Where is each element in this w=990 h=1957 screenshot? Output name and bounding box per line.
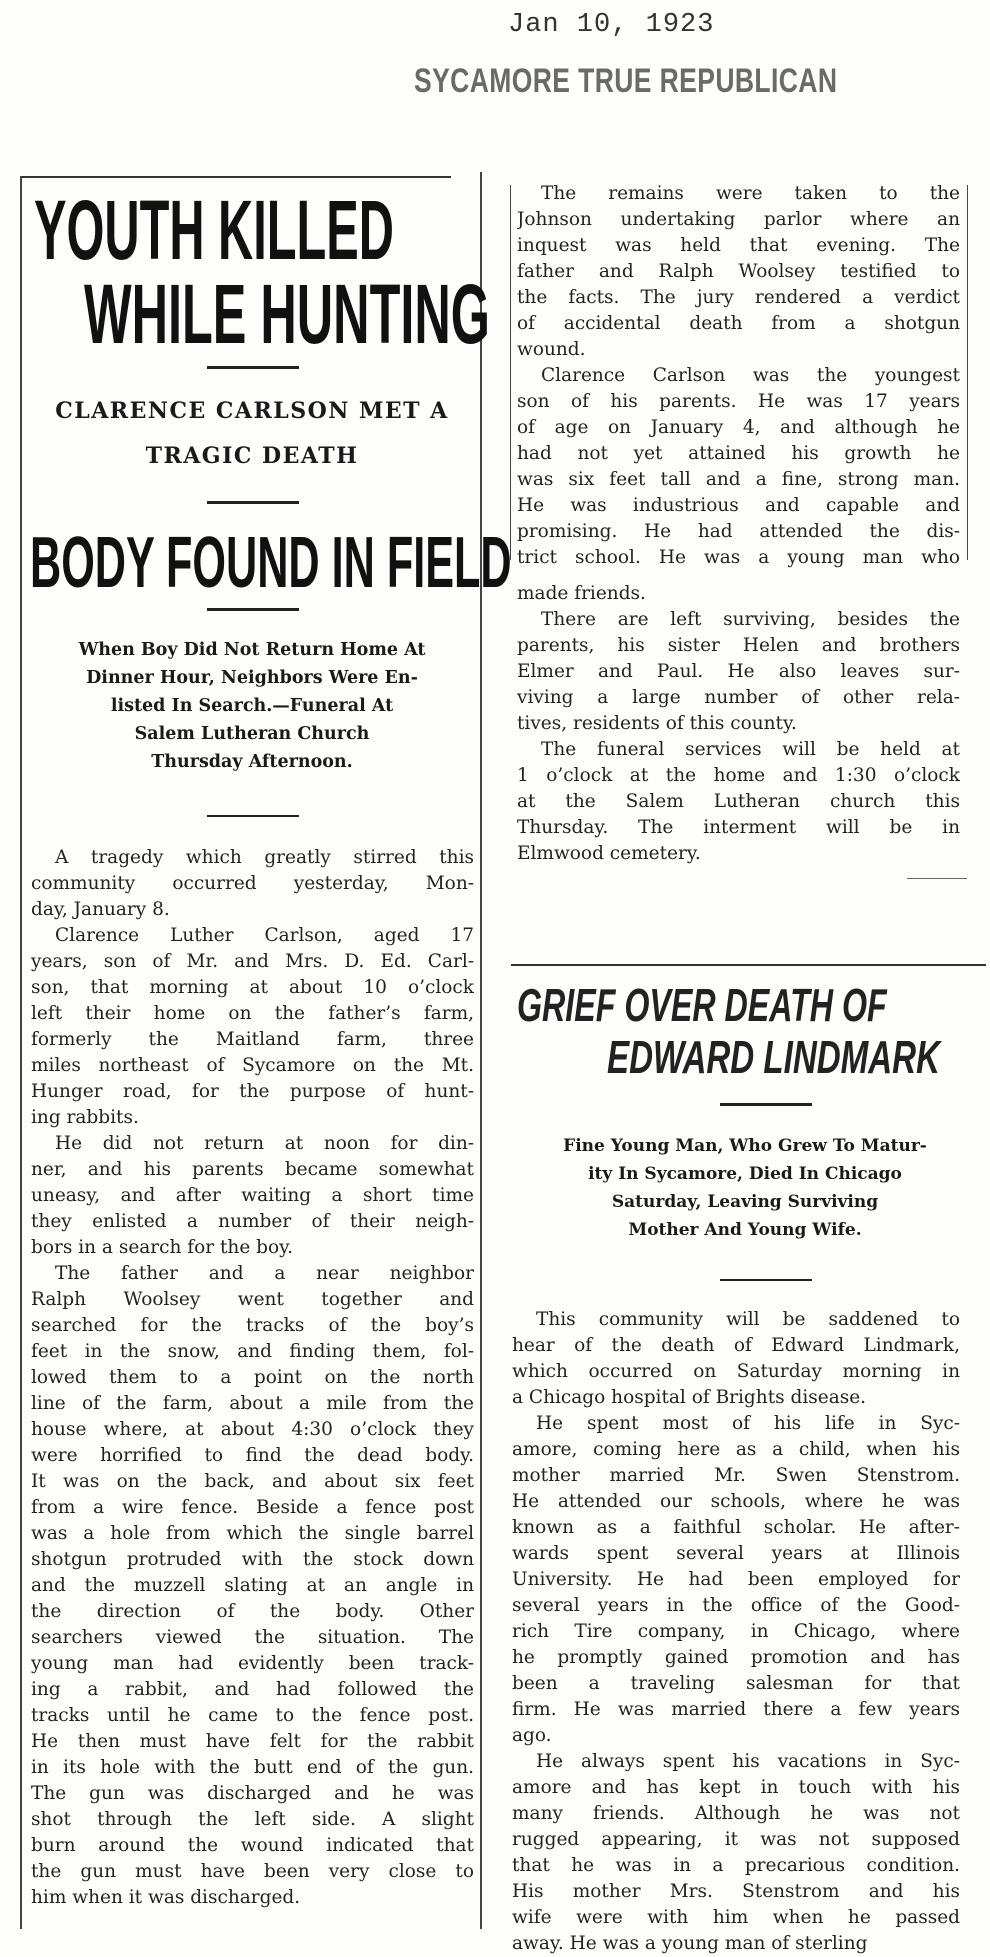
- text-line: amore and has kept in touch with his: [512, 1777, 960, 1798]
- text-line: His mother Mrs. Stenstrom and his: [512, 1881, 960, 1902]
- paragraph: [517, 363, 960, 607]
- text-line: years, son of Mr. and Mrs. D. Ed. Carl-: [31, 951, 474, 972]
- text-line: firm. He was married there a few years: [512, 1699, 960, 1720]
- text-line: community occurred yesterday, Mon-: [31, 873, 474, 894]
- article1-body-right: [517, 181, 960, 867]
- text-line: rich Tire company, in Chicago, where: [512, 1621, 960, 1642]
- text-line: He spent most of his life in Syc-: [536, 1413, 960, 1434]
- text-line: him when it was discharged.: [31, 1887, 301, 1908]
- headline-body-found-in-field: BODY FOUND IN FIELD: [30, 523, 512, 603]
- text-line: wife were with him when he passed: [512, 1907, 960, 1928]
- text-line: lowed them to a point on the north: [31, 1367, 474, 1388]
- text-line: the direction of the body. Other: [31, 1601, 474, 1622]
- paragraph: [31, 1131, 474, 1261]
- right-column-inner-border: [510, 185, 511, 560]
- headline-edward-lindmark: EDWARD LINDMARK: [607, 1031, 941, 1083]
- text-line: many friends. Although he was not: [512, 1803, 960, 1824]
- text-line: that he was in a precarious condition.: [512, 1855, 960, 1876]
- text-line: left their home on the father’s farm,: [31, 1003, 474, 1024]
- text-line: The remains were taken to the: [541, 183, 960, 204]
- article-separator-rule: [511, 964, 986, 966]
- text-line: inquest was held that evening. The: [517, 235, 960, 256]
- subhead-tragic-death: TRAGIC DEATH: [145, 443, 359, 469]
- paragraph: [31, 923, 474, 1131]
- text-line: Ralph Woolsey went together and: [31, 1289, 474, 1310]
- headline-grief-over-death: GRIEF OVER DEATH OF: [517, 979, 887, 1031]
- text-line: which occurred on Saturday morning in: [512, 1361, 960, 1382]
- text-line: searchers viewed the situation. The: [31, 1627, 474, 1648]
- text-line: searched for the tracks of the boy’s: [31, 1315, 474, 1336]
- text-line: parents, his sister Helen and brothers: [517, 635, 960, 656]
- paragraph: [512, 1411, 960, 1749]
- text-line: Elmer and Paul. He also leaves sur-: [517, 661, 960, 682]
- text-line: shotgun protruded with the stock down: [31, 1549, 474, 1570]
- text-line: a Chicago hospital of Brights disease.: [512, 1387, 867, 1408]
- deck-line: listed In Search.—Funeral At: [110, 696, 394, 716]
- text-line: was six feet tall and a fine, strong man.: [517, 469, 960, 490]
- text-line: promising. He had attended the dis-: [517, 521, 960, 542]
- text-line: Johnson undertaking parlor where an: [517, 209, 960, 230]
- text-line: uneasy, and after waiting a short time: [31, 1185, 474, 1206]
- column-top-rule: [21, 176, 451, 178]
- text-line: This community will be saddened to: [536, 1309, 960, 1330]
- divider-rule: [207, 366, 299, 369]
- text-line: 1 o’clock at the home and 1:30 o’clock: [517, 765, 960, 786]
- headline-youth-killed: YOUTH KILLED: [34, 183, 394, 277]
- divider-rule: [207, 501, 299, 504]
- paragraph: [517, 181, 960, 363]
- text-line: It was on the back, and about six feet: [31, 1471, 474, 1492]
- text-line: ing a rabbit, and had followed the: [31, 1679, 474, 1700]
- text-line: The gun was discharged and he was: [31, 1783, 474, 1804]
- text-line: son, that morning at about 10 o’clock: [31, 977, 474, 998]
- text-line: amore, coming here as a child, when his: [512, 1439, 960, 1460]
- text-line: There are left surviving, besides the: [541, 609, 960, 630]
- text-line: father and Ralph Woolsey testified to: [517, 261, 960, 282]
- text-line: day, January 8.: [31, 899, 170, 920]
- deck-line: Mother And Young Wife.: [628, 1220, 862, 1240]
- left-column-border: [20, 176, 22, 1929]
- deck-line: ity In Sycamore, Died In Chicago: [588, 1164, 902, 1184]
- deck-line: Salem Lutheran Church: [134, 724, 370, 744]
- text-line: they enlisted a number of their neigh-: [31, 1211, 474, 1232]
- divider-rule: [207, 815, 299, 817]
- text-line: miles northeast of Sycamore on the Mt.: [31, 1055, 474, 1076]
- column-divider: [480, 172, 482, 1929]
- deck-line: Saturday, Leaving Surviving: [611, 1192, 879, 1212]
- text-line: tracks until he came to the fence post.: [31, 1705, 474, 1726]
- text-line: in its hole with the butt end of the gun.: [31, 1757, 474, 1778]
- text-line: young man had evidently been track-: [31, 1653, 474, 1674]
- text-line: burn around the wound indicated that: [31, 1835, 474, 1856]
- text-line: University. He had been employed for: [512, 1569, 960, 1590]
- text-line: ner, and his parents became somewhat: [31, 1159, 474, 1180]
- text-line: the facts. The jury rendered a verdict: [517, 287, 960, 308]
- clipping-date: Jan 10, 1923: [508, 10, 715, 40]
- end-rule: [907, 878, 967, 879]
- text-line: he promptly gained promotion and has: [512, 1647, 960, 1668]
- text-line: bors in a search for the boy.: [31, 1237, 294, 1258]
- text-line: ing rabbits.: [31, 1107, 139, 1128]
- headline-while-hunting: WHILE HUNTING: [84, 267, 490, 361]
- text-line: the gun must have been very close to: [31, 1861, 474, 1882]
- text-line: several years in the office of the Good-: [512, 1595, 960, 1616]
- text-line: son of his parents. He was 17 years: [517, 391, 960, 412]
- text-line: He was industrious and capable and: [517, 495, 960, 516]
- article1-deck: [24, 636, 480, 776]
- text-line: of age on January 4, and although he: [517, 417, 960, 438]
- text-line: Clarence Luther Carlson, aged 17: [55, 925, 474, 946]
- text-line: were horrified to find the dead body.: [31, 1445, 474, 1466]
- text-line: Clarence Carlson was the youngest: [541, 365, 960, 386]
- subhead-clarence-carlson: CLARENCE CARLSON MET A: [55, 398, 449, 424]
- text-line: had not yet attained his growth he: [517, 443, 960, 464]
- text-line: feet in the snow, and finding them, fol-: [31, 1341, 474, 1362]
- text-line: wards spent several years at Illinois: [512, 1543, 960, 1564]
- text-line: hear of the death of Edward Lindmark,: [512, 1335, 960, 1356]
- paragraph: [517, 737, 960, 867]
- paragraph: [512, 1749, 960, 1957]
- deck-line: Dinner Hour, Neighbors Were En-: [86, 668, 418, 688]
- paragraph: [512, 1307, 960, 1411]
- divider-rule: [720, 1279, 812, 1281]
- text-line: rugged appearing, it was not supposed: [512, 1829, 960, 1850]
- text-line: of accidental death from a shotgun: [517, 313, 960, 334]
- text-line: and the muzzell slating at an angle in: [31, 1575, 474, 1596]
- text-line: known as a faithful scholar. He after-: [512, 1517, 960, 1538]
- text-line: wound.: [517, 339, 586, 360]
- text-line: mother married Mr. Swen Stenstrom.: [512, 1465, 960, 1486]
- right-column-outer-border: [967, 185, 968, 560]
- text-line: viving a large number of other rela-: [517, 687, 960, 708]
- text-line: A tragedy which greatly stirred this: [55, 847, 474, 868]
- text-line: The funeral services will be held at: [541, 739, 960, 760]
- text-line: Hunger road, for the purpose of hunt-: [31, 1081, 474, 1102]
- text-line: He then must have felt for the rabbit: [31, 1731, 474, 1752]
- text-line: house where, at about 4:30 o’clock they: [31, 1419, 474, 1440]
- text-line: line of the farm, about a mile from the: [31, 1393, 474, 1414]
- text-line: He attended our schools, where he was: [512, 1491, 960, 1512]
- text-line: shot through the left side. A slight: [31, 1809, 474, 1830]
- publication-stamp: SYCAMORE TRUE REPUBLICAN: [414, 62, 838, 100]
- divider-rule: [207, 608, 299, 611]
- text-line: The father and a near neighbor: [55, 1263, 474, 1284]
- deck-line: Thursday Afternoon.: [151, 752, 353, 772]
- text-line: away. He was a young man of sterling: [512, 1933, 868, 1954]
- text-line: tives, residents of this county.: [517, 713, 797, 734]
- deck-line: When Boy Did Not Return Home At: [78, 640, 426, 660]
- text-line: Thursday. The interment will be in: [517, 817, 960, 838]
- text-line: He did not return at noon for din-: [55, 1133, 474, 1154]
- text-line: was a hole from which the single barrel: [31, 1523, 474, 1544]
- text-line: Elmwood cemetery.: [517, 843, 701, 864]
- paragraph: [31, 1261, 474, 1911]
- text-line: been a traveling salesman for that: [512, 1673, 960, 1694]
- article2-body: [512, 1307, 960, 1957]
- article2-deck: [510, 1132, 980, 1244]
- text-line: made friends.: [517, 583, 646, 604]
- text-line: He always spent his vacations in Syc-: [536, 1751, 960, 1772]
- paragraph: [517, 607, 960, 737]
- text-line: ago.: [512, 1725, 552, 1746]
- text-line: from a wire fence. Beside a fence post: [31, 1497, 474, 1518]
- article1-body-left: [31, 845, 474, 1911]
- text-line: formerly the Maitland farm, three: [31, 1029, 474, 1050]
- divider-rule: [720, 1103, 812, 1106]
- deck-line: Fine Young Man, Who Grew To Matur-: [563, 1136, 927, 1156]
- text-line: trict school. He was a young man who: [517, 547, 960, 568]
- text-line: at the Salem Lutheran church this: [517, 791, 960, 812]
- paragraph: [31, 845, 474, 923]
